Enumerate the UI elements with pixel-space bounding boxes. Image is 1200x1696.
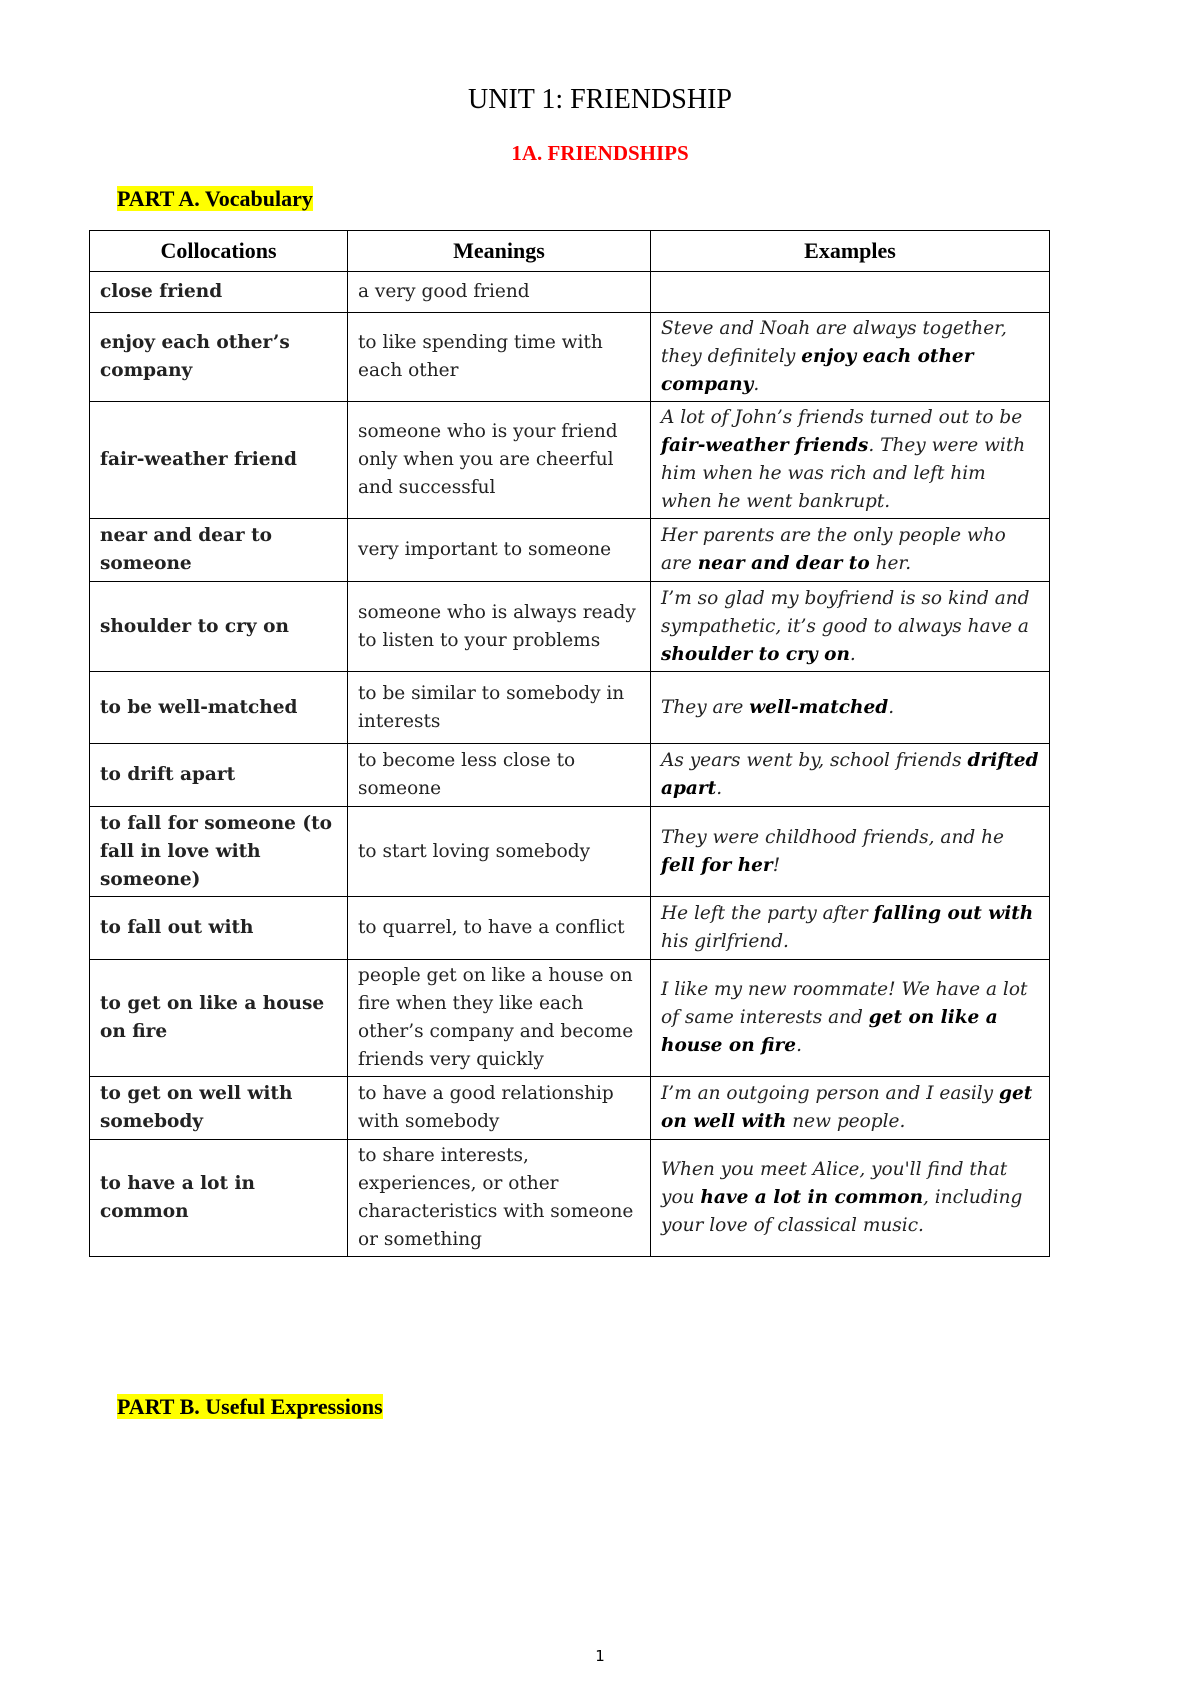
table-header-row — [90, 231, 1050, 272]
collocation-cell: shoulder to cry on — [90, 582, 348, 672]
table-row — [90, 519, 1050, 582]
table-row — [90, 313, 1050, 402]
example-cell — [651, 744, 1050, 807]
meaning-cell: someone who is your friend only when you are cheerful and successful — [348, 402, 651, 519]
example-text: They were childhood friends, and he — [661, 826, 1004, 848]
example-collocation: shoulder to cry on — [661, 643, 850, 665]
meaning-cell: to share interests, experiences, or other characteristics with someone or something — [348, 1140, 651, 1257]
example-text: He left the party after — [661, 903, 874, 924]
collocation-cell: near and dear to someone — [90, 519, 348, 582]
page-number: 1 — [595, 1647, 605, 1665]
vocabulary-table — [89, 230, 1050, 1257]
example-text: , including your love of classical music. — [661, 1187, 1023, 1236]
example-text: As years went by, school friends — [661, 750, 968, 771]
meaning-cell: to have a good relationship with somebody — [348, 1077, 651, 1140]
collocation-cell: to get on like a house on fire — [90, 960, 348, 1077]
example-collocation: drifted apart — [661, 750, 1039, 799]
example-cell — [651, 402, 1050, 519]
example-cell — [651, 272, 1050, 313]
example-cell — [651, 672, 1050, 744]
example-text: They are — [661, 696, 750, 718]
example-text: . — [849, 643, 856, 665]
example-text: I’m an outgoing person and I easily — [661, 1083, 1000, 1104]
page-title: UNIT 1: FRIENDSHIP — [468, 84, 732, 115]
example-text: his girlfriend. — [661, 931, 789, 952]
table-row — [90, 744, 1050, 807]
table-row — [90, 1077, 1050, 1140]
header-collocations: Collocations — [90, 231, 348, 272]
example-collocation: fell for her — [661, 854, 773, 876]
collocation-cell: to be well-matched — [90, 672, 348, 744]
part-a-label: PART A. Vocabulary — [117, 186, 313, 211]
example-cell — [651, 1077, 1050, 1140]
table-row — [90, 582, 1050, 672]
collocation-cell: to fall for someone (to fall in love with someone) — [90, 807, 348, 897]
collocation-cell: to drift apart — [90, 744, 348, 807]
table-row — [90, 272, 1050, 313]
example-text: . — [888, 696, 895, 718]
example-collocation: have a lot in common — [700, 1187, 924, 1208]
example-text: When you meet Alice, you'll find that you — [661, 1159, 1008, 1208]
header-examples: Examples — [651, 231, 1050, 272]
meaning-cell: someone who is always ready to listen to your problems — [348, 582, 651, 672]
table-row — [90, 402, 1050, 519]
part-b-heading — [117, 1394, 383, 1420]
example-collocation: get on like a house on fire — [661, 1007, 998, 1056]
section-subtitle: 1A. FRIENDSHIPS — [511, 141, 689, 165]
meaning-cell: very important to someone — [348, 519, 651, 582]
example-collocation: get on well with — [661, 1083, 1033, 1132]
collocation-cell: close friend — [90, 272, 348, 313]
meaning-cell: to quarrel, to have a conflict — [348, 897, 651, 960]
example-text: ! — [772, 854, 781, 876]
part-a-heading — [117, 186, 313, 212]
example-text: . — [753, 374, 760, 395]
collocation-cell: enjoy each other’s company — [90, 313, 348, 402]
example-cell — [651, 519, 1050, 582]
table-row — [90, 897, 1050, 960]
example-cell — [651, 807, 1050, 897]
meaning-cell: to become less close to someone — [348, 744, 651, 807]
meaning-cell: to be similar to somebody in interests — [348, 672, 651, 744]
part-b-label: PART B. Useful Expressions — [117, 1394, 383, 1419]
table-row — [90, 807, 1050, 897]
example-text: Her parents are the only people who are — [661, 525, 1006, 574]
example-collocation: well-matched — [749, 696, 889, 718]
example-cell — [651, 1140, 1050, 1257]
collocation-cell: to fall out with — [90, 897, 348, 960]
meaning-cell: to like spending time with each other — [348, 313, 651, 402]
example-cell — [651, 960, 1050, 1077]
example-cell — [651, 313, 1050, 402]
example-collocation: near and dear to — [697, 553, 870, 574]
example-text: . — [796, 1035, 802, 1056]
example-cell — [651, 582, 1050, 672]
collocation-cell: to get on well with somebody — [90, 1077, 348, 1140]
example-cell — [651, 897, 1050, 960]
example-text: her. — [869, 553, 912, 574]
meaning-cell: a very good friend — [348, 272, 651, 313]
table-row — [90, 672, 1050, 744]
example-text: Steve and Noah are always together, they definitely — [661, 318, 1007, 367]
example-collocation: falling out with — [873, 903, 1034, 924]
example-text: new people. — [786, 1111, 906, 1132]
example-collocation: fair-weather friends — [661, 435, 869, 456]
example-collocation: enjoy each other company — [661, 346, 974, 395]
collocation-cell: to have a lot in common — [90, 1140, 348, 1257]
example-text: I like my new roommate! We have a lot of same interests and — [661, 979, 1028, 1028]
header-meanings: Meanings — [348, 231, 651, 272]
example-text: . — [716, 778, 723, 799]
table-row — [90, 960, 1050, 1077]
collocation-cell: fair-weather friend — [90, 402, 348, 519]
example-text: A lot of John’s friends turned out to be — [661, 407, 1023, 428]
example-text: . They were with him when he was rich and left him when he went bankrupt. — [661, 435, 1026, 512]
meaning-cell: people get on like a house on fire when they like each other’s company and become friends very quickly — [348, 960, 651, 1077]
table-row — [90, 1140, 1050, 1257]
example-text: I’m so glad my boyfriend is so kind and sympathetic, it’s good to always have a — [661, 587, 1030, 637]
meaning-cell: to start loving somebody — [348, 807, 651, 897]
